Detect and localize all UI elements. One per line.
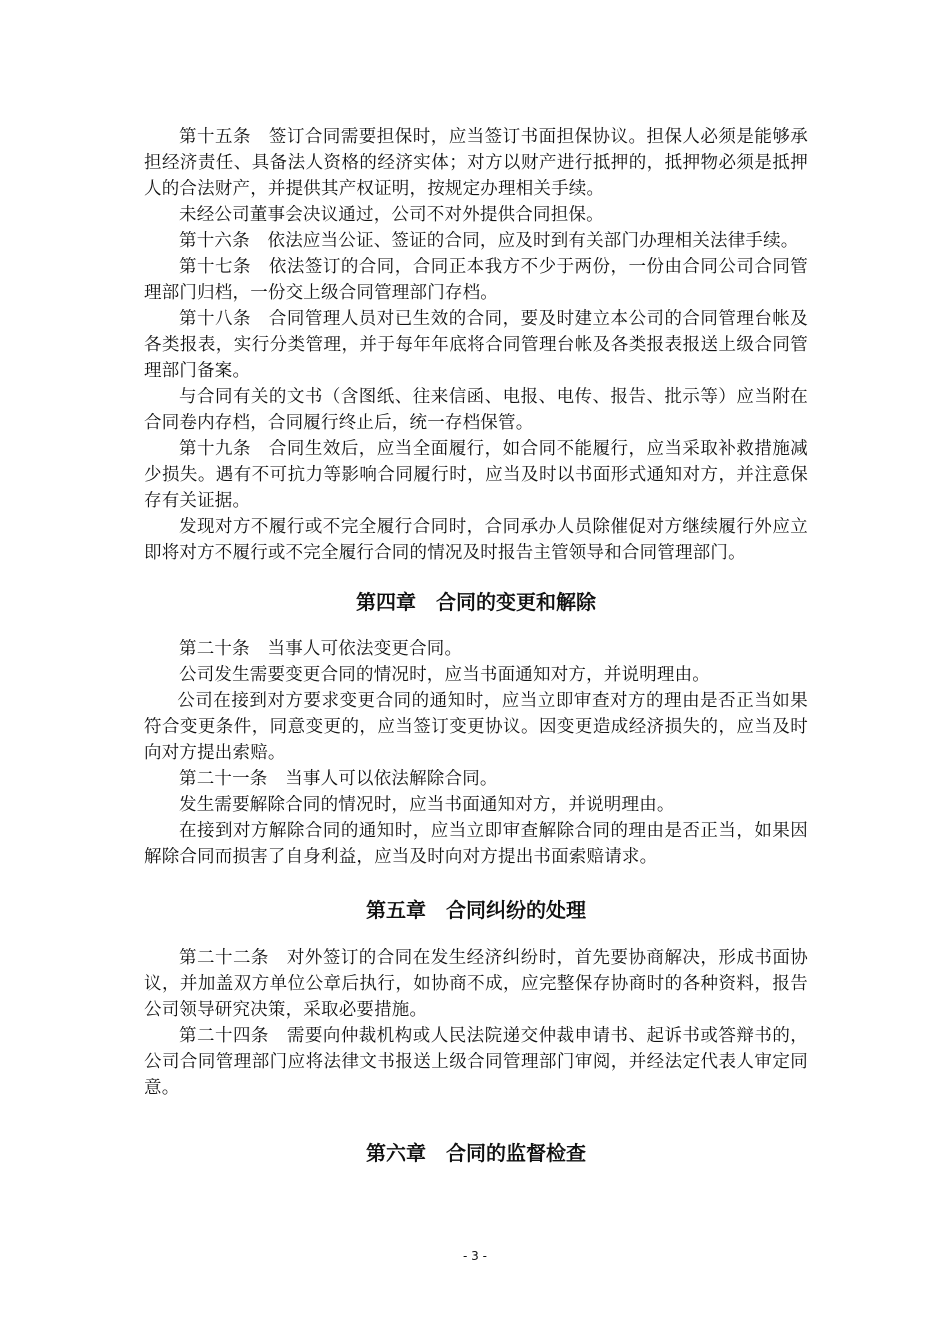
- article-21-paragraph: 第二十一条 当事人可以依法解除合同。: [179, 769, 498, 789]
- article-18-paragraph: 第十八条 合同管理人员对已生效的合同，要及时建立本公司的合同管理台帐及各类报表，实行分类管理，并于每年年底将合同管理台帐及各类报表报送上级合同管理部门备案。: [144, 309, 808, 381]
- chapter-6-heading: 第六章 合同的监督检查: [366, 1141, 586, 1165]
- article-17-paragraph: 第十七条 依法签订的合同，合同正本我方不少于两份，一份由合同公司合同管理部门归档，一份交上级合同管理部门存档。: [144, 257, 808, 303]
- article-16-paragraph: 第十六条 依法应当公证、签证的合同，应及时到有关部门办理相关法律手续。: [179, 231, 799, 251]
- guarantee-note-paragraph: 未经公司董事会决议通过，公司不对外提供合同担保。: [179, 205, 604, 225]
- article-24-paragraph: 第二十四条 需要向仲裁机构或人民法院递交仲裁申请书、起诉书或答辩书的，公司合同管理部门应将法律文书报送上级合同管理部门审阅，并经法定代表人审定同意。: [144, 1026, 808, 1098]
- chapter-5-heading: 第五章 合同纠纷的处理: [366, 898, 586, 922]
- change-notice-paragraph: 公司发生需要变更合同的情况时，应当书面通知对方，并说明理由。: [179, 665, 710, 685]
- change-review-paragraph: 公司在接到对方要求变更合同的通知时，应当立即审查对方的理由是否正当如果符合变更条件，同意变更的，应当签订变更协议。因变更造成经济损失的，应当及时向对方提出索赔。: [144, 691, 808, 763]
- article-20-paragraph: 第二十条 当事人可依法变更合同。: [179, 639, 463, 659]
- article-22-paragraph: 第二十二条 对外签订的合同在发生经济纠纷时，首先要协商解决，形成书面协议，并加盖双方单位公章后执行，如协商不成，应完整保存协商时的各种资料，报告公司领导研究决策，采取必要措施。: [144, 948, 808, 1020]
- archive-documents-paragraph: 与合同有关的文书（含图纸、往来信函、电报、电传、报告、批示等）应当附在合同卷内存档，合同履行终止后，统一存档保管。: [144, 387, 808, 433]
- article-15-paragraph: 第十五条 签订合同需要担保时，应当签订书面担保协议。担保人必须是能够承担经济责任、具备法人资格的经济实体；对方以财产进行抵押的，抵押物必须是抵押人的合法财产，并提供其产权证明，按规定办理相关手续。: [144, 127, 808, 199]
- termination-review-paragraph: 在接到对方解除合同的通知时，应当立即审查解除合同的理由是否正当，如果因解除合同而损害了自身利益，应当及时向对方提出书面索赔请求。: [144, 821, 808, 867]
- document-body: [144, 124, 808, 1167]
- chapter-4-heading: 第四章 合同的变更和解除: [356, 590, 596, 614]
- article-19-paragraph: 第十九条 合同生效后，应当全面履行，如合同不能履行，应当采取补救措施减少损失。遇有不可抗力等影响合同履行时，应当及时以书面形式通知对方，并注意保存有关证据。: [144, 439, 808, 511]
- page-number: - 3 -: [463, 1249, 487, 1263]
- termination-notice-paragraph: 发生需要解除合同的情况时，应当书面通知对方，并说明理由。: [179, 795, 675, 815]
- non-performance-paragraph: 发现对方不履行或不完全履行合同时，合同承办人员除催促对方继续履行外应立即将对方不履行或不完全履行合同的情况及时报告主管领导和合同管理部门。: [144, 517, 808, 563]
